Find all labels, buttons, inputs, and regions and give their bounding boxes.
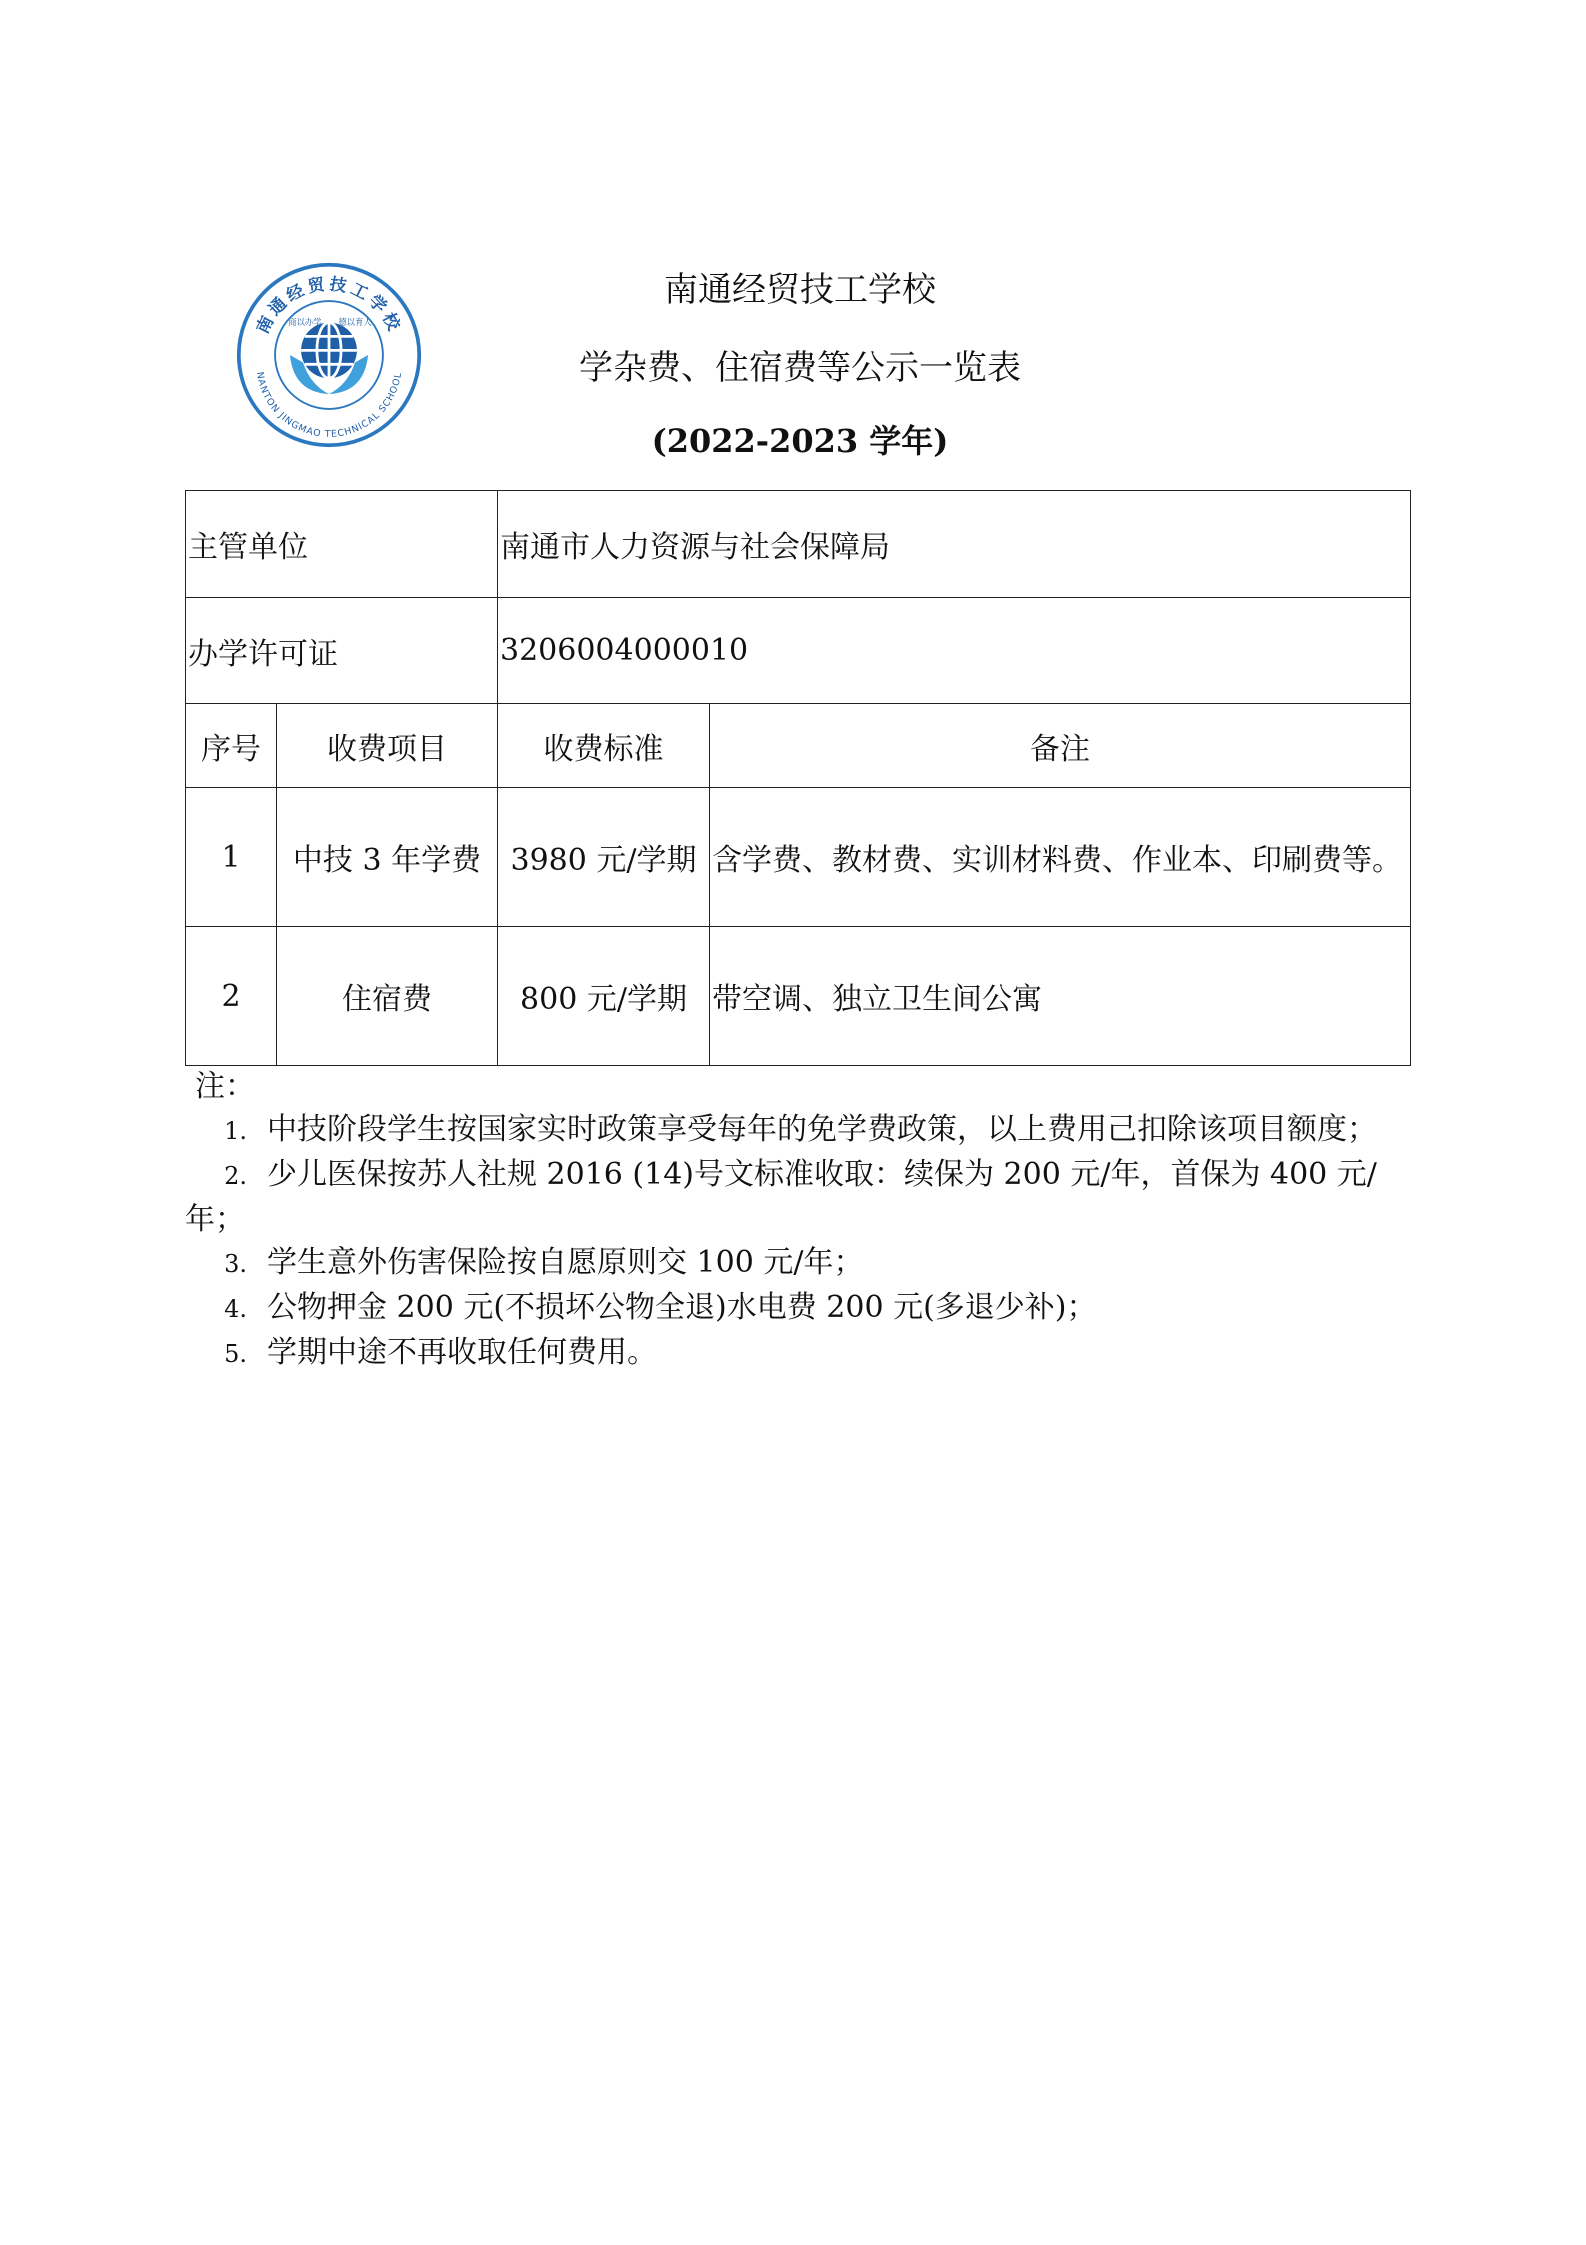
note-item — [185, 1331, 1425, 1376]
logo-top-text: 南通经贸技工学校 — [251, 273, 407, 337]
row-no: 1 — [186, 788, 277, 927]
note-number: 5. — [224, 1340, 247, 1368]
document-title: 学杂费、住宿费等公示一览表 — [579, 348, 1021, 388]
supervisor-row — [186, 491, 1411, 598]
col-header-item: 收费项目 — [277, 704, 498, 788]
supervisor-value: 南通市人力资源与社会保障局 — [498, 491, 1411, 598]
license-label: 办学许可证 — [186, 598, 498, 704]
note-text: 中技阶段学生按国家实时政策享受每年的免学费政策，以上费用己扣除该项目额度； — [267, 1112, 1377, 1147]
row-no: 2 — [186, 927, 277, 1066]
note-text: 学期中途不再收取任何费用。 — [267, 1335, 657, 1370]
note-number: 4. — [224, 1295, 247, 1323]
note-text: 少儿医保按苏人社规 2016 (14)号文标准收取：续保为 200 元/年，首保为 400 元/ — [267, 1157, 1377, 1192]
note-number: 2. — [224, 1162, 247, 1190]
col-header-no: 序号 — [186, 704, 277, 788]
fee-table — [185, 490, 1411, 1066]
license-value: 3206004000010 — [498, 598, 1411, 704]
header-row — [186, 704, 1411, 788]
row-item: 中技 3 年学费 — [277, 788, 498, 927]
license-row — [186, 598, 1411, 704]
note-item — [185, 1241, 1425, 1286]
col-header-remark: 备注 — [710, 704, 1411, 788]
row-remark: 带空调、独立卫生间公寓 — [710, 927, 1411, 1066]
row-standard: 800 元/学期 — [498, 927, 710, 1066]
table-row — [186, 788, 1411, 927]
notes-heading: 注： — [195, 1069, 255, 1104]
note-item — [185, 1153, 1425, 1198]
logo-motto-left: 商以办学 — [288, 317, 322, 328]
row-item: 住宿费 — [277, 927, 498, 1066]
supervisor-label: 主管单位 — [186, 491, 498, 598]
academic-year: (2022-2023 学年) — [651, 422, 949, 460]
note-continuation: 年； — [185, 1202, 245, 1237]
note-text: 学生意外伤害保险按自愿原则交 100 元/年； — [267, 1245, 864, 1280]
col-header-standard: 收费标准 — [498, 704, 710, 788]
note-text: 公物押金 200 元(不损坏公物全退)水电费 200 元(多退少补)； — [267, 1290, 1097, 1325]
notes-section — [185, 1065, 1425, 1376]
row-remark: 含学费、教材费、实训材料费、作业本、印刷费等。 — [710, 788, 1411, 927]
logo-bottom-text: NANTON JINGMAO TECHNICAL SCHOOL — [253, 371, 405, 440]
note-item — [185, 1108, 1425, 1153]
logo-motto-right: 德以育人 — [338, 317, 372, 328]
note-item — [185, 1286, 1425, 1331]
school-name: 南通经贸技工学校 — [664, 270, 936, 310]
note-number: 3. — [224, 1250, 247, 1278]
table-row — [186, 927, 1411, 1066]
note-number: 1. — [224, 1117, 247, 1145]
row-standard: 3980 元/学期 — [498, 788, 710, 927]
